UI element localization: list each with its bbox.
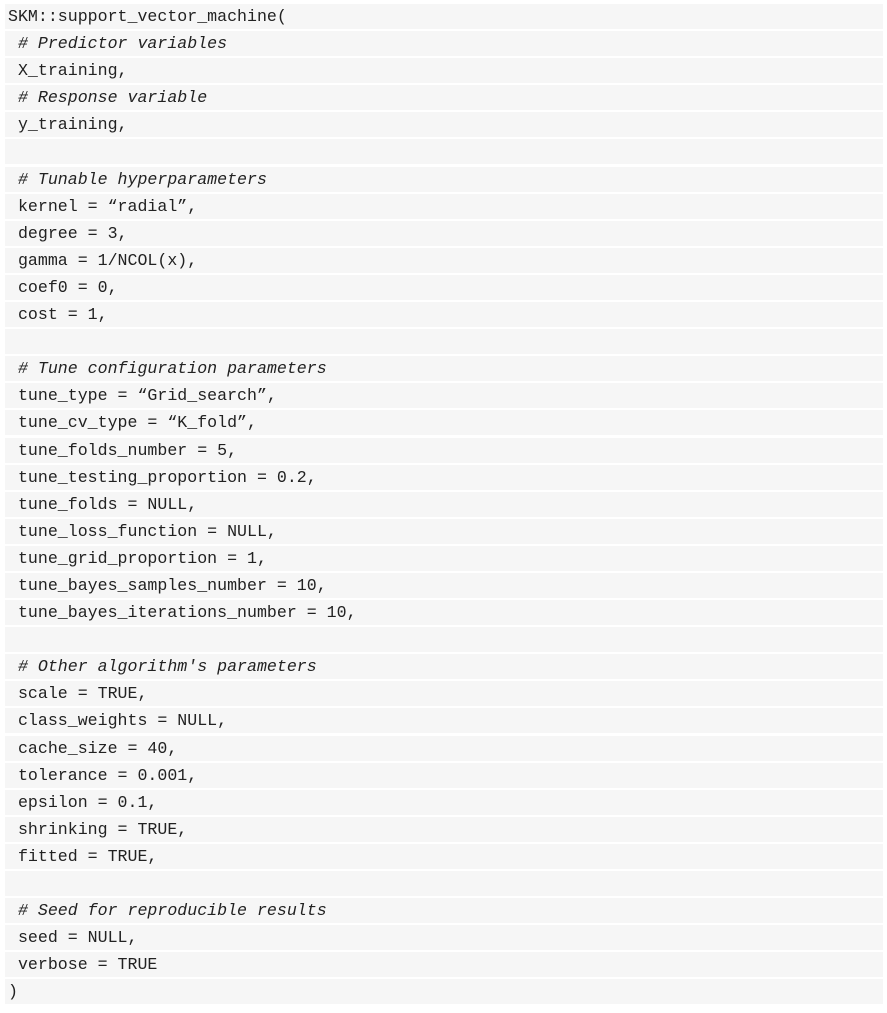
code-line: cache_size = 40, [5,736,883,761]
code-line: X_training, [5,58,883,83]
code-line: y_training, [5,112,883,137]
code-line: tune_bayes_iterations_number = 10, [5,600,883,625]
code-line: cost = 1, [5,302,883,327]
code-line: tune_loss_function = NULL, [5,519,883,544]
code-line: tune_testing_proportion = 0.2, [5,465,883,490]
code-line [5,139,883,164]
code-comment-line: # Response variable [5,85,883,110]
code-line: tolerance = 0.001, [5,763,883,788]
code-line: epsilon = 0.1, [5,790,883,815]
code-line: gamma = 1/NCOL(x), [5,248,883,273]
code-line: tune_folds = NULL, [5,492,883,517]
code-line: tune_bayes_samples_number = 10, [5,573,883,598]
code-line: verbose = TRUE [5,952,883,977]
code-block [5,4,883,1006]
code-line: SKM::support_vector_machine( [5,4,883,29]
code-line: class_weights = NULL, [5,708,883,733]
code-line [5,871,883,896]
code-line: coef0 = 0, [5,275,883,300]
code-line [5,627,883,652]
code-line: seed = NULL, [5,925,883,950]
code-line: tune_grid_proportion = 1, [5,546,883,571]
code-comment-line: # Seed for reproducible results [5,898,883,923]
code-comment-line: # Other algorithm's parameters [5,654,883,679]
code-comment-line: # Tune configuration parameters [5,356,883,381]
code-line: scale = TRUE, [5,681,883,706]
code-line: degree = 3, [5,221,883,246]
code-line: shrinking = TRUE, [5,817,883,842]
code-line: kernel = “radial”, [5,194,883,219]
code-line: fitted = TRUE, [5,844,883,869]
code-comment-line: # Tunable hyperparameters [5,167,883,192]
code-line: tune_type = “Grid_search”, [5,383,883,408]
code-line [5,329,883,354]
code-line: tune_folds_number = 5, [5,438,883,463]
code-comment-line: # Predictor variables [5,31,883,56]
code-line: ) [5,979,883,1004]
code-line: tune_cv_type = “K_fold”, [5,410,883,435]
